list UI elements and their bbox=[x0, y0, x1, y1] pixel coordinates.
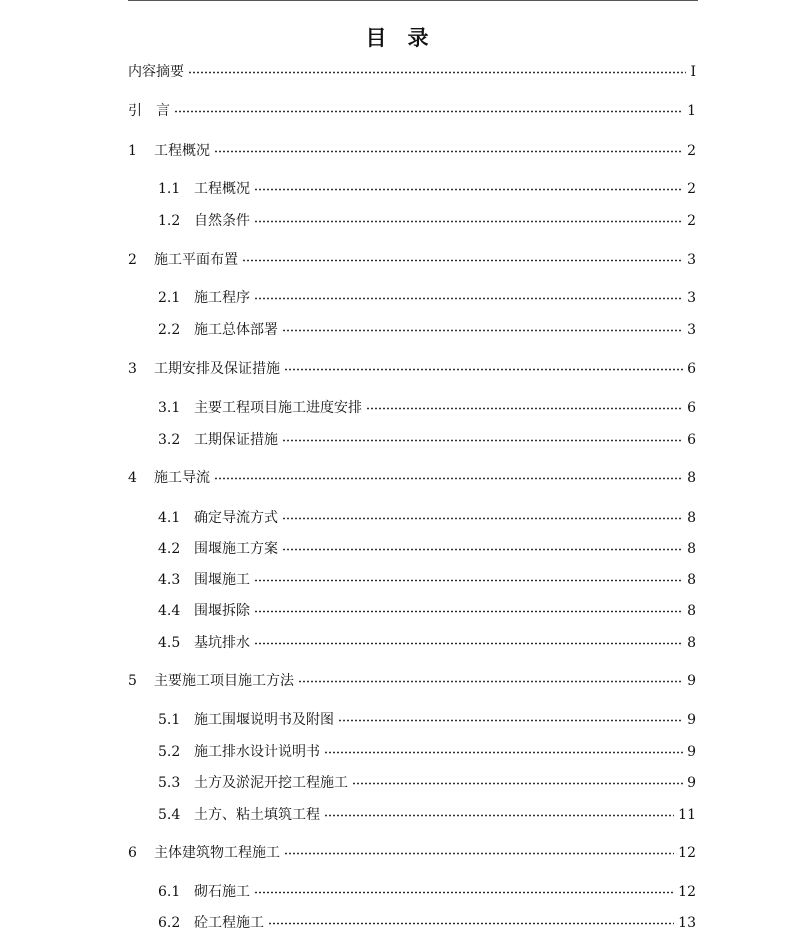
toc-entry[interactable] bbox=[158, 539, 696, 559]
toc-entry-number: 1 bbox=[128, 143, 137, 159]
toc-entry-number: 4 bbox=[128, 470, 137, 486]
toc-entry-title: 围堰施工 bbox=[194, 572, 250, 588]
dot-leader bbox=[324, 810, 674, 820]
toc-entry[interactable] bbox=[158, 601, 696, 621]
toc-entry[interactable] bbox=[158, 430, 696, 450]
toc-entry[interactable] bbox=[158, 805, 696, 825]
toc-entry-page-number: 9 bbox=[687, 712, 696, 728]
toc-entry[interactable] bbox=[158, 508, 696, 528]
toc-entry-page-number: 11 bbox=[678, 807, 696, 823]
dot-leader bbox=[214, 473, 683, 483]
toc-entry-page-number: 3 bbox=[687, 290, 696, 306]
toc-entry-title: 主体建筑物工程施工 bbox=[154, 845, 280, 861]
toc-entry-page-number: 9 bbox=[687, 744, 696, 760]
toc-entry-page-number: 6 bbox=[687, 432, 696, 448]
toc-entry-number: 4.4 bbox=[158, 603, 181, 619]
dot-leader bbox=[282, 435, 683, 445]
dot-leader bbox=[268, 918, 674, 928]
toc-entry-title: 工程概况 bbox=[154, 143, 210, 159]
toc-entry-title: 土方、粘土填筑工程 bbox=[194, 807, 320, 823]
toc-entry-number: 5.2 bbox=[158, 744, 181, 760]
toc-entry-title: 砌石施工 bbox=[194, 884, 250, 900]
toc-entry-title: 工期保证措施 bbox=[194, 432, 278, 448]
toc-entry-page-number: 1 bbox=[687, 103, 696, 119]
toc-entry-page-number: 2 bbox=[687, 213, 696, 229]
toc-entry-title: 施工平面布置 bbox=[154, 252, 238, 268]
toc-entry-title: 土方及淤泥开挖工程施工 bbox=[194, 775, 348, 791]
dot-leader bbox=[284, 848, 674, 858]
toc-entry-title: 施工导流 bbox=[154, 470, 210, 486]
toc-entry-page-number: 8 bbox=[687, 470, 696, 486]
dot-leader bbox=[188, 67, 686, 77]
toc-entry-number: 1.1 bbox=[158, 181, 181, 197]
toc-entry[interactable] bbox=[128, 250, 696, 270]
toc-entry-page-number: 2 bbox=[687, 143, 696, 159]
toc-entry-number: 2 bbox=[128, 252, 137, 268]
toc-entry-number: 5 bbox=[128, 673, 137, 689]
dot-leader bbox=[324, 747, 683, 757]
dot-leader bbox=[174, 106, 683, 116]
toc-entry-page-number: 9 bbox=[687, 775, 696, 791]
toc-entry-page-number: I bbox=[690, 64, 696, 80]
toc-entry-number: 4.3 bbox=[158, 572, 181, 588]
toc-entry[interactable] bbox=[158, 710, 696, 730]
toc-entry[interactable] bbox=[158, 633, 696, 653]
toc-entry[interactable] bbox=[128, 101, 696, 121]
toc-entry-number: 6.1 bbox=[158, 884, 181, 900]
toc-entry-number: 4.2 bbox=[158, 541, 181, 557]
toc-entry-title: 自然条件 bbox=[194, 213, 250, 229]
toc-entry-page-number: 2 bbox=[687, 181, 696, 197]
toc-entry-title: 施工程序 bbox=[194, 290, 250, 306]
toc-entry[interactable] bbox=[158, 288, 696, 308]
toc-entry-number: 3.2 bbox=[158, 432, 181, 448]
toc-entry[interactable] bbox=[128, 843, 696, 863]
toc-entry-title: 引 言 bbox=[128, 103, 170, 119]
dot-leader bbox=[298, 676, 683, 686]
toc-entry-page-number: 8 bbox=[687, 510, 696, 526]
dot-leader bbox=[254, 575, 683, 585]
toc-entry[interactable] bbox=[158, 398, 696, 418]
dot-leader bbox=[214, 146, 683, 156]
toc-entry-title: 施工总体部署 bbox=[194, 322, 278, 338]
toc-entry-page-number: 13 bbox=[678, 915, 696, 931]
toc-entry[interactable] bbox=[128, 62, 696, 82]
toc-entry[interactable] bbox=[158, 913, 696, 933]
toc-entry[interactable] bbox=[128, 359, 696, 379]
toc-entry[interactable] bbox=[128, 671, 696, 691]
toc-entry-number: 1.2 bbox=[158, 213, 181, 229]
dot-leader bbox=[254, 638, 683, 648]
toc-entry-number: 4.1 bbox=[158, 510, 181, 526]
toc-entry[interactable] bbox=[158, 742, 696, 762]
dot-leader bbox=[284, 364, 683, 374]
toc-entry-page-number: 6 bbox=[687, 361, 696, 377]
toc-entry-page-number: 12 bbox=[678, 845, 696, 861]
toc-entry-title: 确定导流方式 bbox=[194, 510, 278, 526]
toc-entry-number: 5.4 bbox=[158, 807, 181, 823]
toc-entry-number: 3 bbox=[128, 361, 137, 377]
toc-entry-page-number: 3 bbox=[687, 322, 696, 338]
toc-entry-number: 2.2 bbox=[158, 322, 181, 338]
dot-leader bbox=[282, 325, 683, 335]
toc-entry-title: 工期安排及保证措施 bbox=[154, 361, 280, 377]
toc-entry-title: 主要施工项目施工方法 bbox=[154, 673, 294, 689]
toc-entry[interactable] bbox=[158, 320, 696, 340]
toc-entry-number: 6.2 bbox=[158, 915, 181, 931]
toc-entry-page-number: 8 bbox=[687, 603, 696, 619]
dot-leader bbox=[254, 216, 683, 226]
toc-entry[interactable] bbox=[158, 570, 696, 590]
dot-leader bbox=[254, 184, 683, 194]
dot-leader bbox=[254, 887, 674, 897]
dot-leader bbox=[338, 715, 683, 725]
toc-entry-number: 5.1 bbox=[158, 712, 181, 728]
toc-entry-title: 围堰拆除 bbox=[194, 603, 250, 619]
toc-entry-title: 砼工程施工 bbox=[194, 915, 264, 931]
toc-entry-page-number: 6 bbox=[687, 400, 696, 416]
dot-leader bbox=[254, 293, 683, 303]
toc-entry[interactable] bbox=[128, 468, 696, 488]
toc-entry-number: 2.1 bbox=[158, 290, 181, 306]
toc-entry-page-number: 8 bbox=[687, 541, 696, 557]
toc-entry-title: 施工围堰说明书及附图 bbox=[194, 712, 334, 728]
toc-entry-number: 4.5 bbox=[158, 635, 181, 651]
page-title: 目 录 bbox=[365, 26, 429, 50]
toc-entry-page-number: 3 bbox=[687, 252, 696, 268]
toc-entry[interactable] bbox=[158, 773, 696, 793]
toc-entry-page-number: 9 bbox=[687, 673, 696, 689]
toc-entry-title: 施工排水设计说明书 bbox=[194, 744, 320, 760]
toc-entry-number: 6 bbox=[128, 845, 137, 861]
dot-leader bbox=[282, 513, 683, 523]
toc-entry-number: 3.1 bbox=[158, 400, 181, 416]
dot-leader bbox=[352, 778, 683, 788]
toc-entry-title: 围堰施工方案 bbox=[194, 541, 278, 557]
toc-entry[interactable] bbox=[158, 882, 696, 902]
toc-entry-number: 5.3 bbox=[158, 775, 181, 791]
toc-entry-page-number: 8 bbox=[687, 635, 696, 651]
dot-leader bbox=[366, 403, 683, 413]
toc-entry[interactable] bbox=[128, 141, 696, 161]
toc-entry-title: 内容摘要 bbox=[128, 64, 184, 80]
toc-entry-page-number: 8 bbox=[687, 572, 696, 588]
dot-leader bbox=[242, 255, 683, 265]
dot-leader bbox=[282, 544, 683, 554]
toc-entry[interactable] bbox=[158, 179, 696, 199]
toc-entry-page-number: 12 bbox=[678, 884, 696, 900]
toc-entry[interactable] bbox=[158, 211, 696, 231]
toc-entry-title: 主要工程项目施工进度安排 bbox=[194, 400, 362, 416]
dot-leader bbox=[254, 606, 683, 616]
toc-entry-title: 基坑排水 bbox=[194, 635, 250, 651]
toc-entry-title: 工程概况 bbox=[194, 181, 250, 197]
